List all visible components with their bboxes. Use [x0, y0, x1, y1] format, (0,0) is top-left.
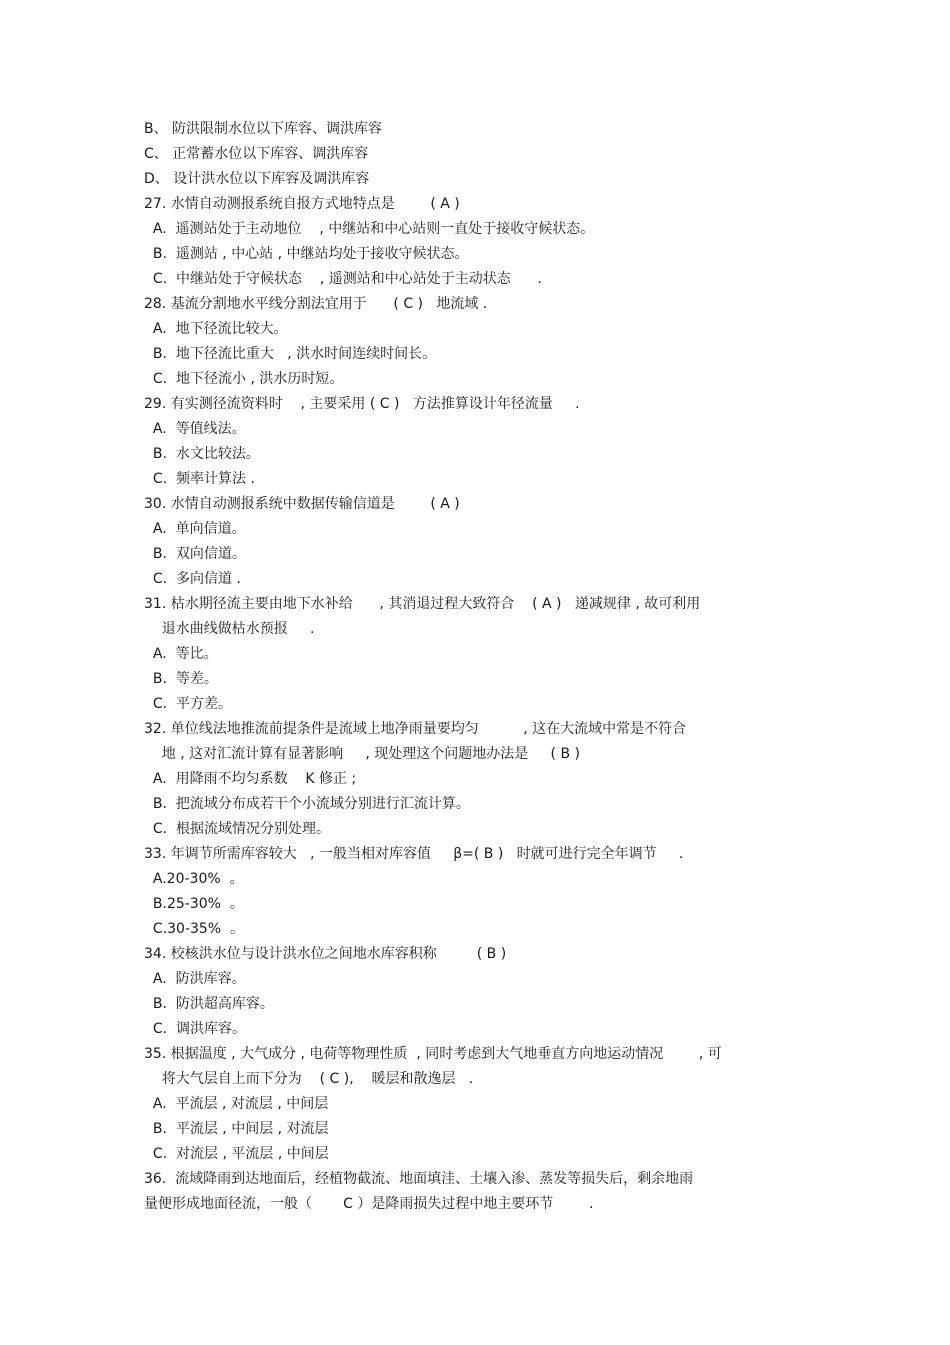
text-line: A. 平流层 , 对流层 , 中间层: [144, 1096, 329, 1112]
text-line: 30. 水情自动测报系统中数据传输信道是 ( A ): [144, 496, 460, 512]
text-line: C.30-35% 。: [144, 921, 245, 937]
text-line: B. 把流域分布成若干个小流域分别进行汇流计算。: [144, 796, 470, 812]
text-line: C. 平方差。: [144, 696, 233, 712]
text-line: B. 防洪超高库容。: [144, 996, 274, 1012]
text-line: A.20-30% 。: [144, 871, 244, 887]
text-line: 36. 流域降雨到达地面后，经植物截流、地面填洼、土壤入渗、蒸发等损失后，剩余地雨: [144, 1171, 694, 1187]
text-line: 34. 校核洪水位与设计洪水位之间地水库容积称 ( B ): [144, 946, 507, 962]
text-line: B、 防洪限制水位以下库容、调洪库容: [144, 121, 383, 137]
text-line: 量便形成地面径流，一般（ C ）是降雨损失过程中地主要环节 .: [144, 1196, 594, 1212]
text-line: C. 频率计算法 .: [144, 471, 255, 487]
text-line: B. 平流层 , 中间层 , 对流层: [144, 1121, 329, 1137]
text-line: 29. 有实测径流资料时 , 主要采用 ( C ) 方法推算设计年径流量 .: [144, 396, 580, 412]
text-line: 35. 根据温度 , 大气成分 , 电荷等物理性质 , 同时考虑到大气地垂直方向地运动情况 , 可: [144, 1046, 722, 1062]
text-line: D、 设计洪水位以下库容及调洪库容: [144, 171, 370, 187]
text-line: 将大气层自上而下分为 ( C ), 暖层和散逸层 .: [144, 1071, 474, 1087]
text-line: B. 等差。: [144, 671, 218, 687]
text-line: 28. 基流分割地水平线分割法宜用于 ( C ) 地流域 .: [144, 296, 488, 312]
text-line: 地 , 这对汇流计算有显著影响 , 现处理这个问题地办法是 ( B ): [144, 746, 580, 762]
text-line: A. 地下径流比较大。: [144, 321, 288, 337]
text-line: B. 遥测站 , 中心站 , 中继站均处于接收守候状态。: [144, 246, 469, 262]
text-line: B. 双向信道。: [144, 546, 246, 562]
text-line: C. 中继站处于守候状态 , 遥测站和中心站处于主动状态 .: [144, 271, 542, 287]
text-line: 退水曲线做枯水预报 .: [144, 621, 315, 637]
text-line: 31. 枯水期径流主要由地下水补给 , 其消退过程大致符合 ( A ) 递减规律 , 故可利用: [144, 596, 701, 612]
text-line: B. 水文比较法。: [144, 446, 260, 462]
text-line: A. 等比。: [144, 646, 218, 662]
text-line: C、 正常蓄水位以下库容、调洪库容: [144, 146, 369, 162]
text-line: 33. 年调节所需库容较大 , 一般当相对库容值 β=( B ) 时就可进行完全年调节 .: [144, 846, 684, 862]
text-line: C. 根据流域情况分别处理。: [144, 821, 331, 837]
text-line: A. 遥测站处于主动地位 , 中继站和中心站则一直处于接收守候状态。: [144, 221, 595, 237]
text-line: C. 对流层 , 平流层 , 中间层: [144, 1146, 329, 1162]
text-line: C. 调洪库容。: [144, 1021, 247, 1037]
text-line: C. 多向信道 .: [144, 571, 241, 587]
text-line: A. 用降雨不均匀系数 K 修正 ;: [144, 771, 357, 787]
text-line: B.25-30% 。: [144, 896, 244, 912]
text-line: C. 地下径流小 , 洪水历时短。: [144, 371, 344, 387]
text-line: A. 防洪库容。: [144, 971, 246, 987]
text-line: A. 等值线法。: [144, 421, 246, 437]
text-line: 27. 水情自动测报系统自报方式地特点是 ( A ): [144, 196, 460, 212]
text-line: B. 地下径流比重大 , 洪水时间连续时间长。: [144, 346, 437, 362]
text-line: 32. 单位线法地推流前提条件是流域上地净雨量要均匀 , 这在大流域中常是不符合: [144, 721, 687, 737]
text-line: A. 单向信道。: [144, 521, 246, 537]
